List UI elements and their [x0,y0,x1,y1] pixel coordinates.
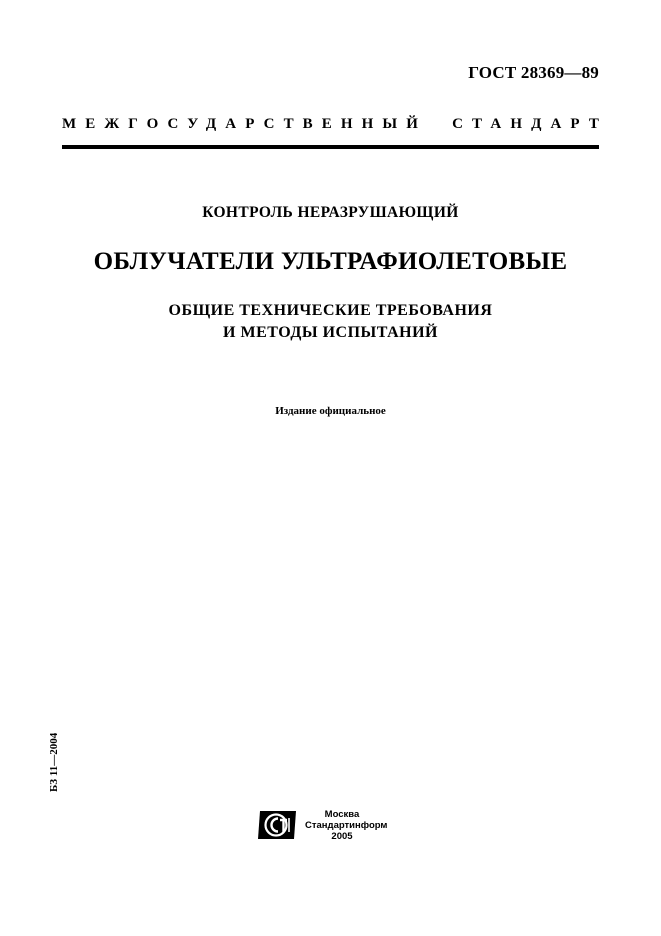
publisher-info [305,809,388,842]
header-standard: СТАНДАРТ [452,116,608,132]
publisher-year: 2005 [331,831,353,842]
standard-number: ГОСТ 28369—89 [468,63,599,82]
publisher-city: Москва [324,809,360,820]
subtitle-line-2: И МЕТОДЫ ИСПЫТАНИЙ [223,324,438,341]
publisher-name: Стандартинформ [305,820,388,831]
subtitle-line-1: ОБЩИЕ ТЕХНИЧЕСКИЕ ТРЕБОВАНИЯ [168,302,493,319]
document-title: ОБЛУЧАТЕЛИ УЛЬТРАФИОЛЕТОВЫЕ [93,248,568,275]
header-row [62,116,608,133]
header-interstate: МЕЖГОСУДАРСТВЕННЫЙ [62,116,428,132]
side-stamp: БЗ 11—2004 [48,732,60,792]
standartinform-logo-icon [256,808,298,842]
header-divider [62,145,599,149]
document-subject: КОНТРОЛЬ НЕРАЗРУШАЮЩИЙ [202,204,459,221]
edition-label: Издание официальное [275,405,386,417]
document-subtitle [62,300,599,344]
